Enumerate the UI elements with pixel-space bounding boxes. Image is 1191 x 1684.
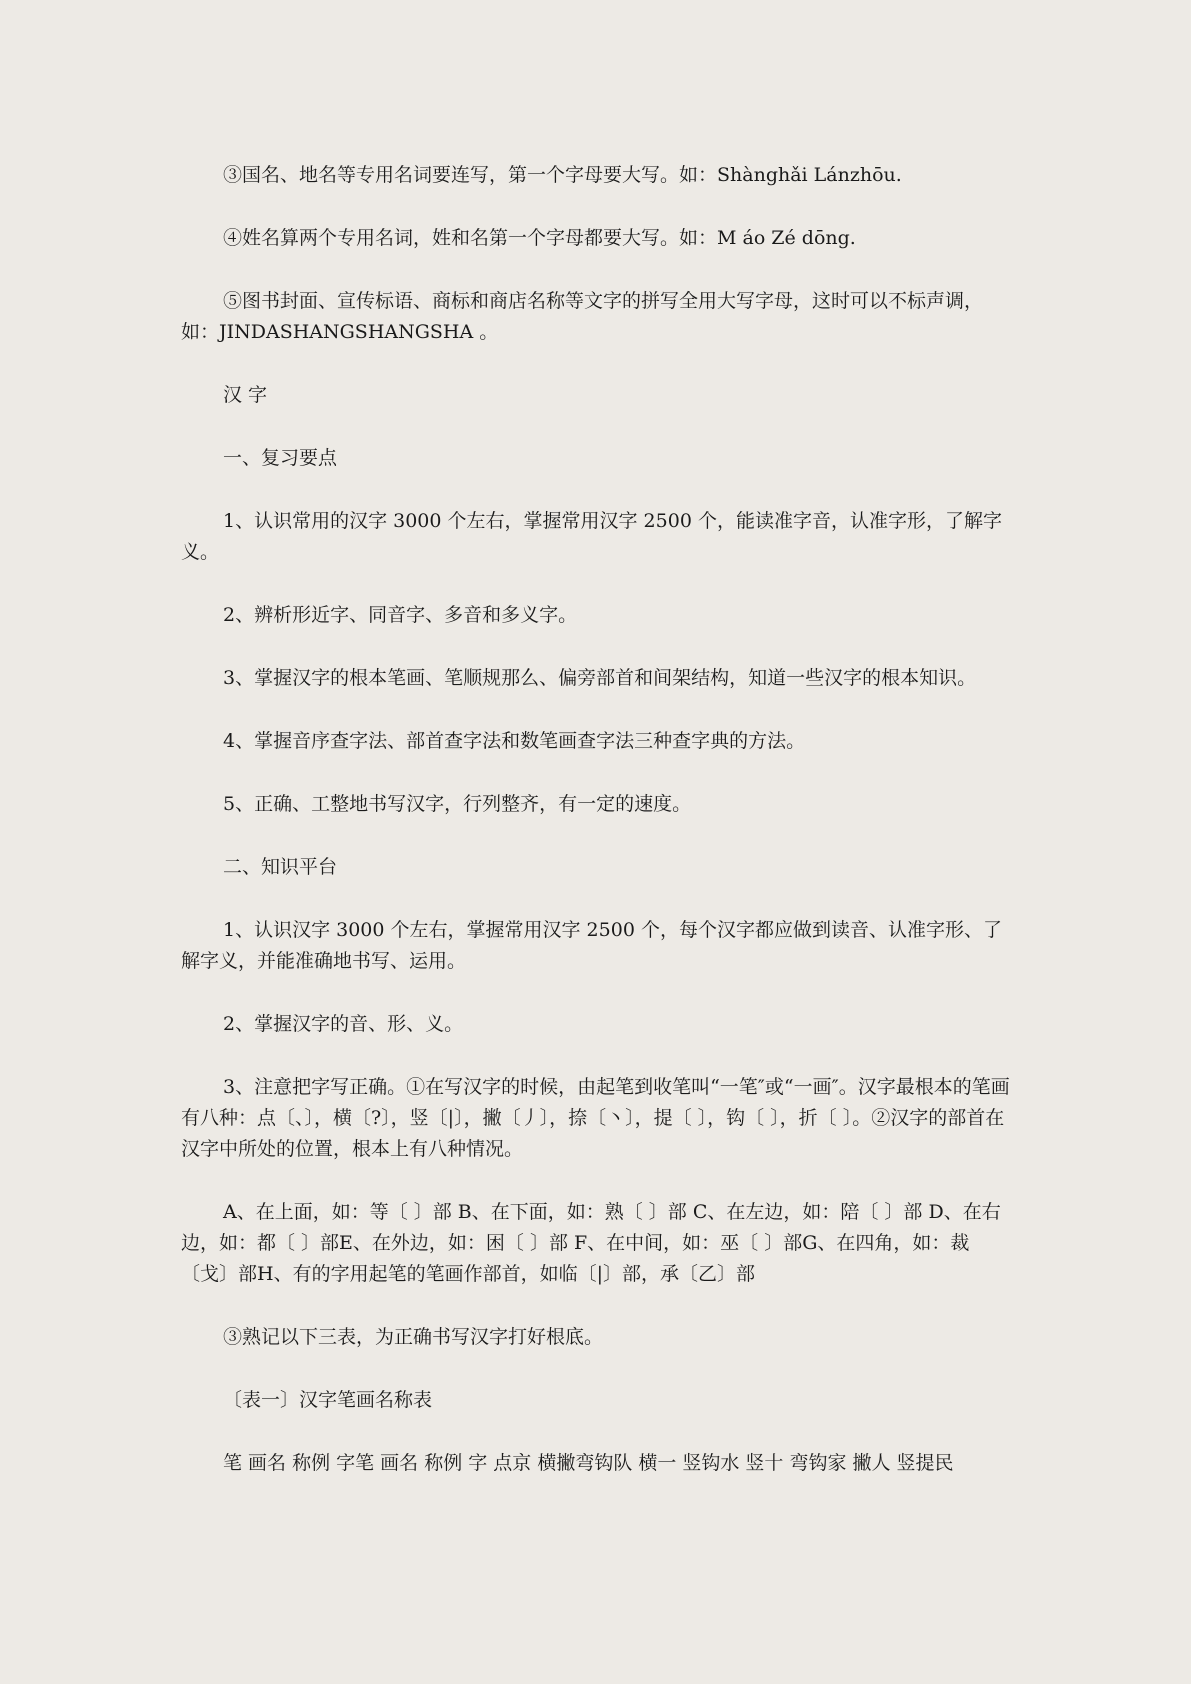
document-page [181, 160, 1011, 1511]
memorize-tables-note: ③熟记以下三表，为正确书写汉字打好根底。 [223, 1326, 604, 1348]
stroke-name-table-row: 笔 画名 称例 字笔 画名 称例 字 点京 横撇弯钩队 横一 竖钩水 竖十 弯钩家 撇人 竖提民 [223, 1452, 954, 1474]
knowledge-point-3: 3、注意把字写正确。①在写汉字的时候，由起笔到收笔叫“一笔″或“一画″。汉字最根本的笔画有八种：点〔、〕，横〔?〕，竖〔|〕，撇〔丿〕，捺〔丶〕，提〔 〕，钩〔 〕，折〔 〕。②汉字的部首在汉字中所处的位置，根本上有八种情况。 [181, 1076, 1010, 1160]
radical-positions-list: A、在上面，如：等〔 〕部 B、在下面，如：熟〔 〕部 C、在左边，如：陪〔 〕部 D、在右边，如：都〔 〕部E、在外边，如：困〔 〕部 F、在中间，如：巫〔 〕部G、在四角，如：裁〔戈〕部H、有的字用起笔的笔画作部首，如临〔|〕部，承〔乙〕部 [181, 1201, 1001, 1285]
review-point-1: 1、认识常用的汉字 3000 个左右，掌握常用汉字 2500 个，能读准字音，认准字形，了解字义。 [181, 510, 1002, 563]
section-title-hanzi: 汉 字 [223, 384, 268, 406]
review-point-2: 2、辨析形近字、同音字、多音和多义字。 [223, 604, 578, 626]
paragraph-personal-names-rule: ④姓名算两个专用名词，姓和名第一个字母都要大写。如：M áo Zé dōng. [223, 227, 856, 249]
table-one-title: 〔表一〕汉字笔画名称表 [223, 1389, 433, 1411]
paragraph-uppercase-rule: ⑤图书封面、宣传标语、商标和商店名称等文字的拼写全用大写字母，这时可以不标声调，如：JINDASHANGSHANGSHA 。 [181, 290, 984, 343]
paragraph-proper-nouns-rule: ③国名、地名等专用名词要连写，第一个字母要大写。如：Shànghǎi Lánzhōu. [223, 164, 902, 186]
review-point-5: 5、正确、工整地书写汉字，行列整齐，有一定的速度。 [223, 793, 692, 815]
knowledge-point-1: 1、认识汉字 3000 个左右，掌握常用汉字 2500 个，每个汉字都应做到读音、认准字形、了解字义，并能准确地书写、运用。 [181, 919, 1002, 972]
knowledge-point-2: 2、掌握汉字的音、形、义。 [223, 1013, 464, 1035]
review-point-4: 4、掌握音序查字法、部首查字法和数笔画查字法三种查字典的方法。 [223, 730, 806, 752]
subsection-knowledge-platform: 二、知识平台 [223, 856, 338, 878]
subsection-review-points: 一、复习要点 [223, 447, 338, 469]
review-point-3: 3、掌握汉字的根本笔画、笔顺规那么、偏旁部首和间架结构，知道一些汉字的根本知识。 [223, 667, 977, 689]
